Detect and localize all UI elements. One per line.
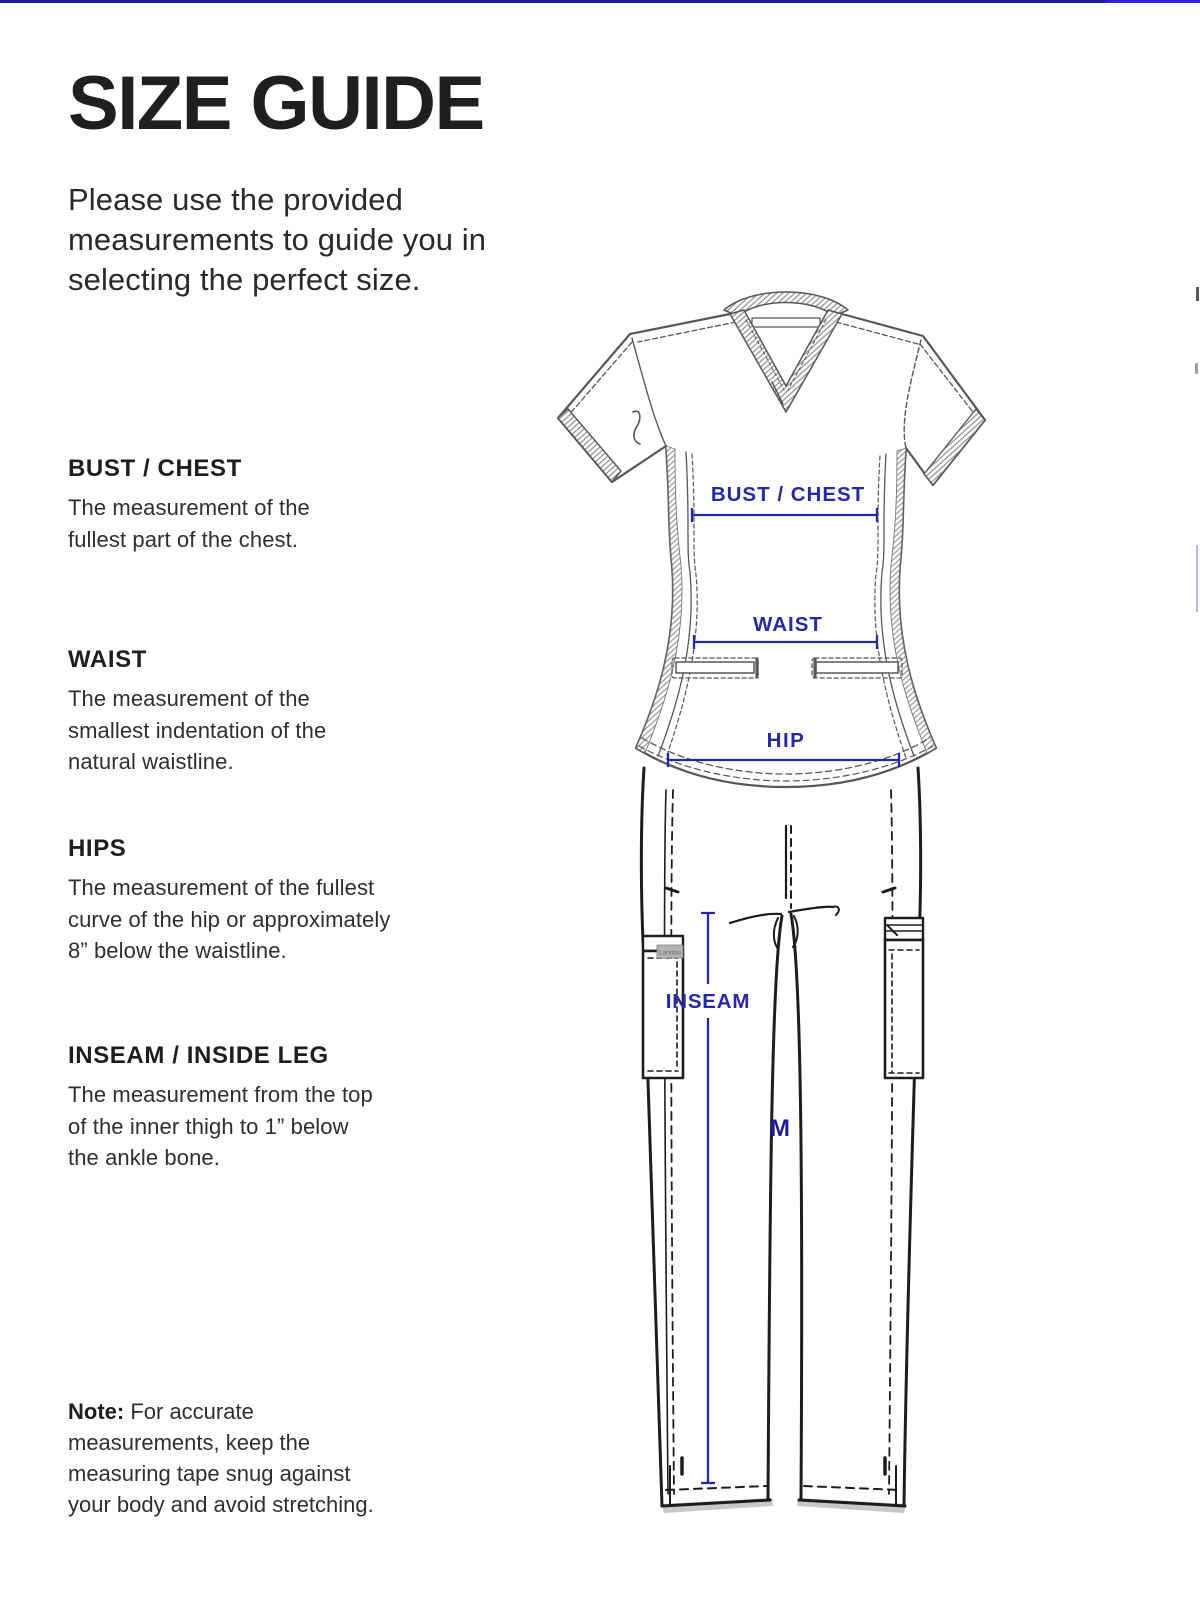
right-cargo-pocket: [885, 918, 923, 1078]
section-inseam: [68, 1042, 373, 1174]
page-title: SIZE GUIDE: [68, 61, 484, 146]
note-text: Note: For accurate measurements, keep the measuring tape snug against your body and avoid stretching.: [68, 1399, 374, 1517]
size-marker-label: M: [770, 1115, 790, 1142]
waist-measure-label: WAIST: [753, 613, 823, 636]
edge-cutoff-artifact: [1196, 545, 1198, 612]
edge-cutoff-artifact: [1195, 363, 1198, 374]
section-heading: HIPS: [68, 835, 127, 862]
note-label: Note:: [68, 1399, 125, 1424]
section-body: The measurement of the smallest indentation of the natural waistline.: [68, 686, 327, 774]
size-diagram: [520, 270, 1010, 1560]
intro-text: [68, 180, 486, 300]
section-waist: [68, 646, 326, 778]
intro-line: measurements to guide you in: [68, 222, 487, 257]
section-body: The measurement of the fullest part of the chest.: [68, 495, 310, 552]
section-heading: INSEAM / INSIDE LEG: [68, 1042, 329, 1069]
page-accent-border-end: [1105, 0, 1200, 3]
page-accent-border: [0, 0, 1105, 3]
section-heading: BUST / CHEST: [68, 455, 242, 482]
section-hips: [68, 835, 390, 967]
scrub-top-illustration: [558, 292, 985, 787]
bust-measure-label: BUST / CHEST: [710, 483, 866, 506]
section-heading: WAIST: [68, 646, 147, 673]
intro-line: Please use the provided: [68, 182, 403, 217]
inseam-measure-label: INSEAM: [665, 990, 751, 1013]
section-bust-chest: [68, 455, 310, 555]
pocket-tag-label: Landau: [659, 949, 681, 957]
intro-line: selecting the perfect size.: [68, 262, 421, 297]
section-body: The measurement from the top of the inner thigh to 1” below the ankle bone.: [68, 1082, 373, 1170]
edge-cutoff-artifact: [1196, 287, 1199, 301]
garment-illustration: [520, 270, 1010, 1560]
section-body: The measurement of the fullest curve of the hip or approximately 8” below the waistline.: [68, 875, 391, 963]
hip-measure-label: HIP: [766, 729, 806, 752]
